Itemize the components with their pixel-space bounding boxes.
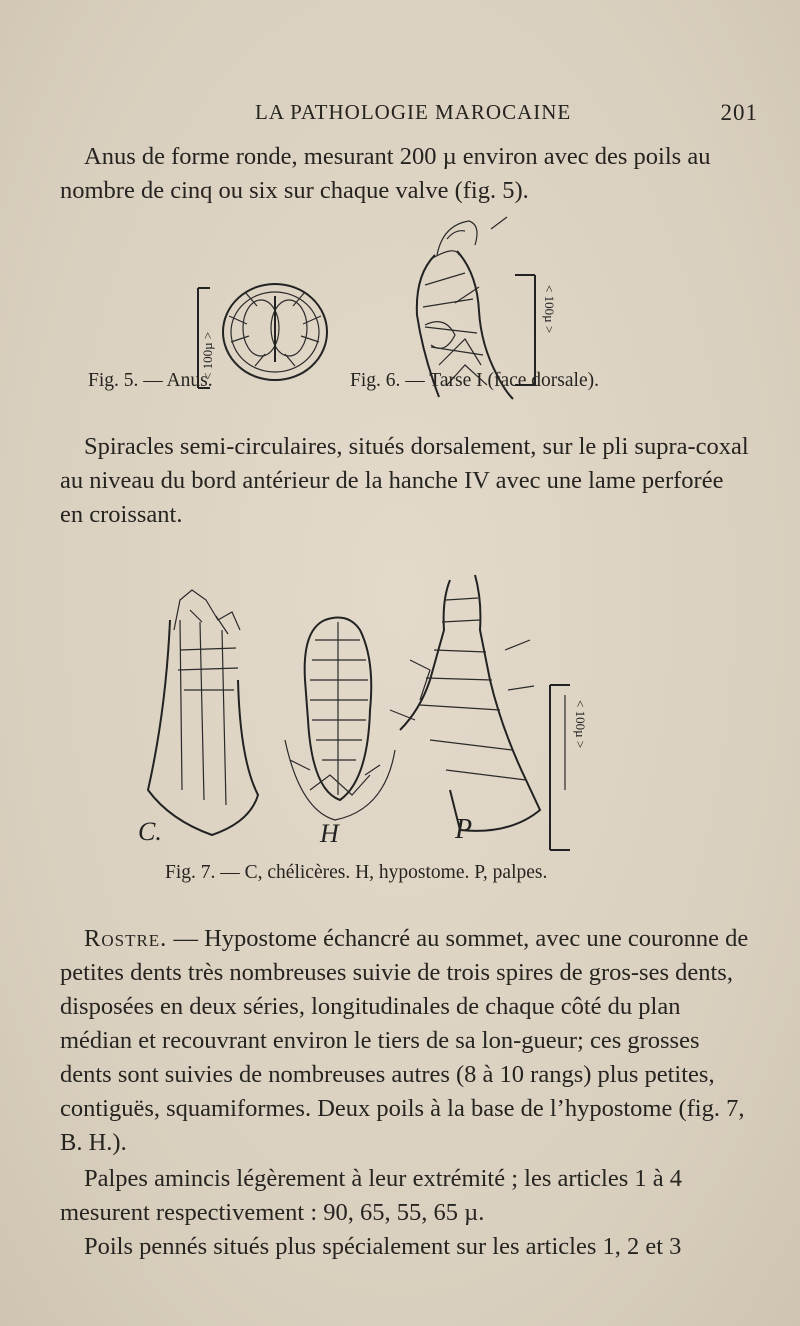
paragraph-poils-text: Poils pennés situés plus spécialement sur les articles 1, 2 et 3 (84, 1233, 682, 1260)
figure-7-mouthparts-drawing (130, 560, 610, 850)
paragraph-anus (60, 140, 750, 208)
paragraph-poils (60, 1230, 750, 1264)
figure-6-caption: Fig. 6. — Tarse I (face dorsale). (350, 370, 599, 391)
paragraph-palpes (60, 1162, 750, 1230)
figure-7-chelicerae (138, 590, 258, 846)
figure-7-caption: Fig. 7. — C, chélicères. H, hypostome. P, palpes. (165, 862, 548, 883)
page-number: 201 (720, 100, 758, 125)
paragraph-rostre (60, 922, 750, 1160)
figure-5-caption: Fig. 5. — Anus. (88, 370, 213, 391)
paragraph-anus-text: Anus de forme ronde, mesurant 200 µ environ avec des poils au nombre de cinq ou six sur chaque valve (fig. 5). (60, 143, 711, 204)
paragraph-spiracles-text: Spiracles semi-circulaires, situés dorsalement, sur le pli supra-coxal au niveau du bord antérieur de la hanche IV avec une lame perforée en croissant. (60, 433, 749, 528)
figure-7-label-p: P (455, 814, 473, 845)
running-title: LA PATHOLOGIE MAROCAINE (255, 100, 572, 124)
figure-7-label-c: C. (138, 817, 162, 846)
figure-7-palpes (390, 575, 540, 845)
paragraph-rostre-lead: Rostre. (84, 925, 168, 952)
paragraph-palpes-text: Palpes amincis légèrement à leur extrémité ; les articles 1 à 4 mesurent respectivement : 90, 65, 55, 65 µ. (60, 1165, 682, 1226)
paragraph-rostre-text: — Hypostome échancré au sommet, avec une couronne de petites dents très nombreuses suivie de trois spires de gros-ses dents, disposées en deux séries, longitudinales de chaque côté du plan médian et recouvrant environ le tiers de sa lon-gueur; ces grosses dents sont suivies de nombreuses autres (8 à 10 rangs) plus petites, contiguës, squamiformes. Deux poils à la base de l’hypostome (fig. 7, B. H.). (60, 925, 749, 1156)
figure-7-scale-bar (550, 685, 588, 850)
figure-7-label-h: H (320, 819, 339, 848)
figure-7-hypostome (285, 618, 395, 848)
paragraph-spiracles (60, 430, 750, 532)
figure-5-scale-label: < 100µ > (200, 331, 215, 380)
figure-7-scale-label: < 100µ > (573, 700, 588, 749)
figure-6-scale-label: < 100µ > (542, 285, 557, 334)
